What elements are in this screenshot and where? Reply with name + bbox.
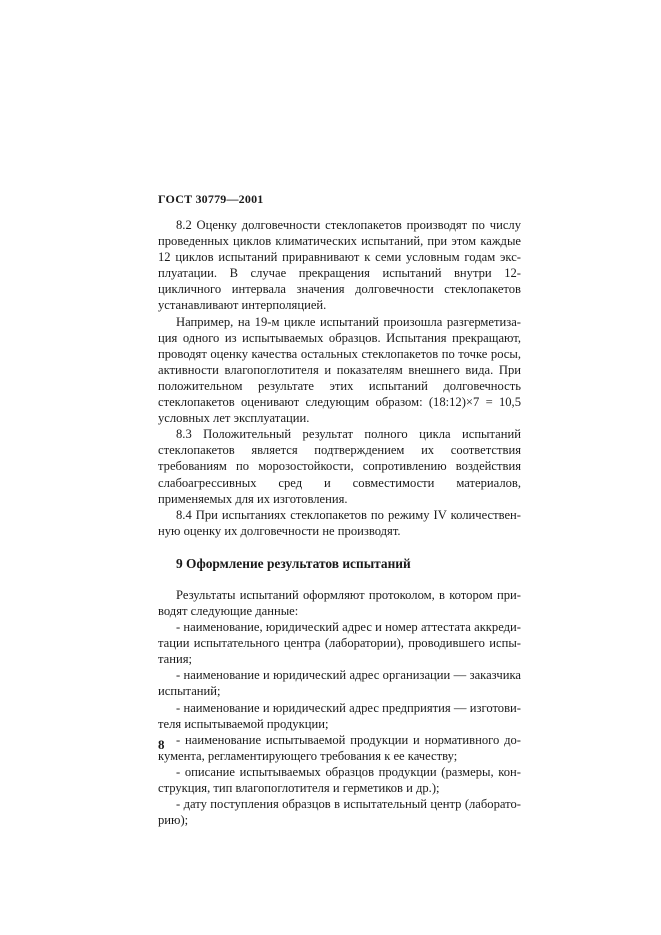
list-item: - наименование и юридический адрес организации — заказчика испытаний;	[158, 668, 521, 699]
paragraph-8-3: 8.3 Положительный результат полного цикла испытаний стеклопакетов является подтверждением их соответствия требованиям по морозостойкости, сопротивлению воздействия слабоагрессивных сред и совместимости материалов, применяемых для их изготовления.	[158, 427, 521, 506]
paragraph-8-4: 8.4 При испытаниях стеклопакетов по режиму IV количественную оценку их долговечности не производят.	[158, 507, 521, 538]
paragraph-8-2: 8.2 Оценку долговечности стеклопакетов производят по числу проведенных циклов климатических испытаний, при этом каждые 12 циклов испытаний приравнивают к семи условным годам эксплуатации. В случае прекращения испытаний внутри 12-цикличного интервала значения долговечности стеклопакетов устанавливают интерполяцией.	[158, 218, 521, 313]
paragraph-results-intro: Результаты испытаний оформляют протоколом, в котором приводят следующие данные:	[158, 587, 521, 618]
list-item: - наименование испытываемой продукции и нормативного документа, регламентирующего требования к ее качеству;	[158, 732, 521, 763]
section-9-heading: 9 Оформление результатов испытаний	[176, 555, 411, 571]
document-code-header: ГОСТ 30779—2001	[158, 192, 264, 206]
list-item: - описание испытываемых образцов продукции (размеры, конструкция, тип влагопоглотителя и герметиков и др.);	[158, 764, 521, 795]
page-number: 8	[158, 737, 165, 752]
list-item: - наименование, юридический адрес и номер аттестата аккредитации испытательного центра (лаборатории), проводившего испытания;	[158, 620, 521, 667]
list-item: - дату поступления образцов в испытательный центр (лабораторию);	[158, 797, 521, 828]
paragraph-example: Например, на 19-м цикле испытаний произошла разгерметизация одного из испытываемых образцов. Испытания прекращают, проводят оценку качества остальных стеклопакетов по точке росы, активности влагопоглотителя и показателям внешнего вида. При положительном результате этих испытаний долговечность стеклопакетов оценивают следующим образом: (18:12)×7 = 10,5 условных лет эксплуатации.	[158, 314, 521, 426]
document-body	[158, 217, 521, 828]
list-item: - наименование и юридический адрес предприятия — изготовителя испытываемой продукции;	[158, 700, 521, 731]
